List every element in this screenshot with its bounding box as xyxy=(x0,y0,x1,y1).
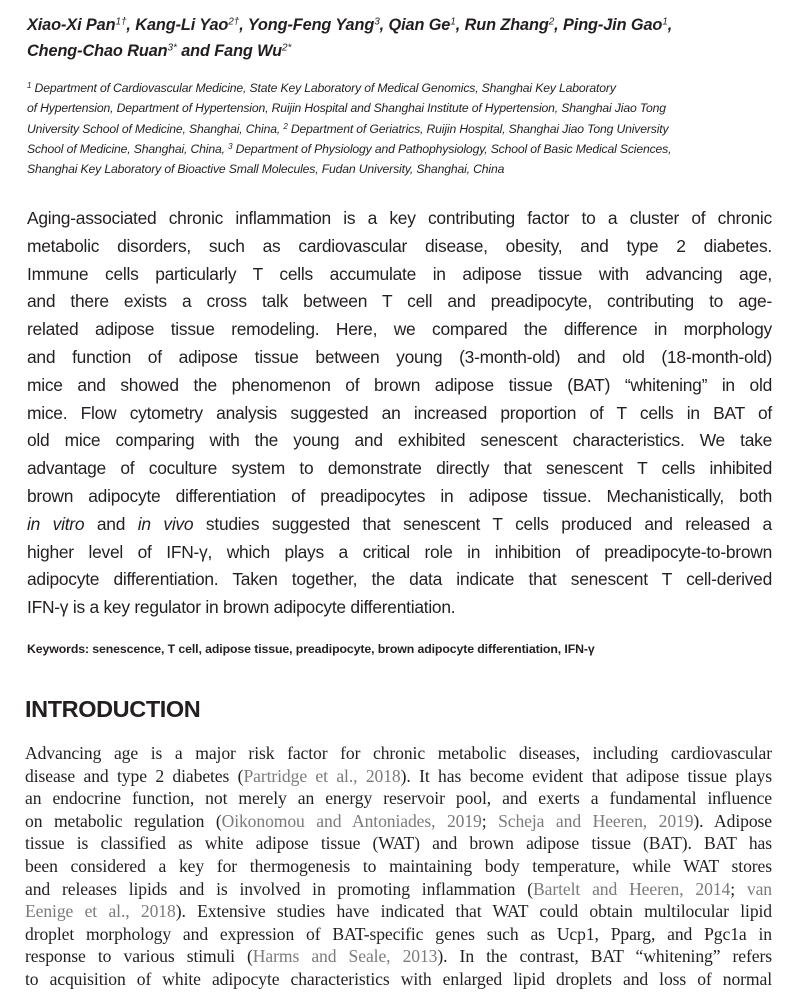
citation-link[interactable]: van xyxy=(746,878,772,899)
introduction-text: ; xyxy=(730,878,747,899)
introduction-text: been considered a key for thermogenesis to maintaining body temperature, while WAT stores xyxy=(25,855,772,876)
introduction-line xyxy=(25,945,772,968)
abstract-line: mice. Flow cytometry analysis suggested an increased proportion of T cells in BAT of xyxy=(27,402,772,423)
affiliation-text: Department of Cardiovascular Medicine, State Key Laboratory of Medical Genomics, Shanghai Key Laboratory xyxy=(31,81,616,95)
introduction-line xyxy=(25,765,772,788)
affiliation-text: Department of Geriatrics, Ruijin Hospital, Shanghai Jiao Tong University xyxy=(287,121,669,136)
introduction-line xyxy=(25,832,772,855)
introduction-line xyxy=(25,855,772,878)
author-list xyxy=(27,12,787,64)
affiliation-number: 1 xyxy=(27,81,32,90)
affiliation-number: 3 xyxy=(228,141,233,151)
affiliation-line xyxy=(27,159,772,179)
introduction-text: response to various stimuli ( xyxy=(25,946,253,967)
abstract-line: advantage of coculture system to demonstrate directly that senescent T cells inhibited xyxy=(27,458,772,479)
affiliation-number: 2 xyxy=(283,121,288,131)
abstract-line: and there exists a cross talk between T cell and preadipocyte, contributing to age- xyxy=(27,291,772,312)
author-separator: , xyxy=(379,16,389,34)
author-name[interactable]: Qian Ge xyxy=(388,16,451,34)
author-affiliation-sup: 1† xyxy=(115,16,127,28)
italic-term: in vitro xyxy=(27,513,85,534)
introduction-text: and releases lipids and is involved in promoting inflammation ( xyxy=(25,878,534,899)
introduction-line xyxy=(25,900,772,923)
abstract-line: Immune cells particularly T cells accumulate in adipose tissue with advancing age, xyxy=(27,263,772,284)
citation-link[interactable]: Oikonomou and Antoniades, 2019 xyxy=(221,810,482,831)
introduction-line xyxy=(25,787,772,810)
abstract-line: old mice comparing with the young and exhibited senescent characteristics. We take xyxy=(27,430,772,451)
abstract-line: brown adipocyte differentiation of preadipocytes in adipose tissue. Mechanistically, both xyxy=(27,485,772,506)
author-name[interactable]: Yong-Feng Yang xyxy=(247,16,375,34)
introduction-text: ). Extensive studies have indicated that WAT could obtain multilocular lipid xyxy=(175,901,772,922)
abstract-line: mice and showed the phenomenon of brown adipose tissue (BAT) “whitening” in old xyxy=(27,374,772,395)
abstract-line: adipocyte differentiation. Taken together, the data indicate that senescent T cell-derived xyxy=(27,569,772,590)
abstract xyxy=(27,205,772,622)
author-affiliation-sup: 2* xyxy=(282,42,292,54)
citation-link[interactable]: Bartelt and Heeren, 2014 xyxy=(533,878,731,899)
affiliation-line xyxy=(27,78,772,98)
introduction-text: ). Adipose xyxy=(693,810,772,831)
affiliation-text: Department of Physiology and Pathophysiology, School of Basic Medical Sciences, xyxy=(232,141,672,156)
introduction-text: Advancing age is a major risk factor for chronic metabolic diseases, including cardiovascular xyxy=(25,743,772,763)
keywords xyxy=(27,640,772,658)
introduction-text: an endocrine function, not merely an energy reservoir pool, and exerts a fundamental influence xyxy=(25,788,772,809)
abstract-line: higher level of IFN-γ, which plays a critical role in inhibition of preadipocyte-to-brown xyxy=(27,541,772,562)
author-separator: , xyxy=(239,16,248,34)
affiliation-text: of Hypertension, Department of Hypertension, Ruijin Hospital and Shanghai Institute of Hypertension, Shanghai Jiao Tong xyxy=(27,101,666,116)
author-line-1 xyxy=(27,12,787,38)
affiliation-line xyxy=(27,119,772,139)
introduction-line xyxy=(25,742,772,765)
introduction-text: to acquisition of white adipocyte characteristics with enlarged lipid droplets and loss of normal xyxy=(25,968,772,989)
author-affiliation-sup: 1 xyxy=(662,16,668,28)
author-affiliation-sup: 2 xyxy=(548,16,555,28)
author-separator: , xyxy=(455,16,465,34)
author-affiliation-sup: 2† xyxy=(228,16,240,28)
introduction-text: tissue is classified as white adipose tissue (WAT) and brown adipose tissue (BAT). BAT has xyxy=(25,833,772,854)
introduction-line xyxy=(25,923,772,946)
abstract-line: IFN-γ is a key regulator in brown adipocyte differentiation. xyxy=(27,597,456,618)
author-name[interactable]: Cheng-Chao Ruan xyxy=(27,42,168,60)
introduction-line xyxy=(25,968,772,991)
affiliation-text: Shanghai Key Laboratory of Bioactive Small Molecules, Fudan University, Shanghai, China xyxy=(27,162,505,177)
abstract-line: Aging-associated chronic inflammation is a key contributing factor to a cluster of chronic xyxy=(27,208,772,228)
introduction-text: ). In the contrast, BAT “whitening” refers xyxy=(437,946,772,967)
author-separator: , xyxy=(667,16,673,34)
introduction-text: disease and type 2 diabetes ( xyxy=(25,765,244,786)
abstract-line: metabolic disorders, such as cardiovascular disease, obesity, and type 2 diabetes. xyxy=(27,235,772,256)
affiliation-text: School of Medicine, Shanghai, China, xyxy=(27,141,229,156)
author-conjunction: and xyxy=(176,42,215,60)
keywords-label: Keywords: xyxy=(27,642,89,656)
author-name[interactable]: Kang-Li Yao xyxy=(135,16,229,34)
author-separator: , xyxy=(126,16,136,34)
affiliation-line xyxy=(27,98,772,118)
citation-link[interactable]: Scheja and Heeren, 2019 xyxy=(498,810,694,831)
keywords-list: senescence, T cell, adipose tissue, preadipocyte, brown adipocyte differentiation, IFN-γ xyxy=(88,642,595,656)
abstract-line xyxy=(27,511,772,539)
section-heading-introduction: INTRODUCTION xyxy=(25,696,201,722)
author-separator: , xyxy=(554,16,564,34)
abstract-line: related adipose tissue remodeling. Here, we compared the difference in morphology xyxy=(27,319,772,340)
affiliations xyxy=(27,78,772,179)
citation-link[interactable]: Harms and Seale, 2013 xyxy=(252,946,438,967)
author-line-2 xyxy=(27,38,787,64)
author-name[interactable]: Xiao-Xi Pan xyxy=(27,16,116,34)
author-affiliation-sup: 1 xyxy=(450,16,456,28)
citation-link[interactable]: Partridge et al., 2018 xyxy=(243,765,401,786)
affiliation-line xyxy=(27,139,772,159)
citation-link[interactable]: Eenige et al., 2018 xyxy=(25,901,176,922)
abstract-line: and function of adipose tissue between young (3-month-old) and old (18-month-old) xyxy=(27,346,772,367)
author-name[interactable]: Fang Wu xyxy=(214,42,282,60)
author-affiliation-sup: 3* xyxy=(167,42,177,54)
introduction-text: ). It has become evident that adipose tissue plays xyxy=(400,765,772,786)
author-name[interactable]: Run Zhang xyxy=(464,16,549,34)
author-name[interactable]: Ping-Jin Gao xyxy=(563,16,663,34)
introduction-body xyxy=(25,742,772,991)
author-affiliation-sup: 3 xyxy=(374,16,380,28)
affiliation-text: University School of Medicine, Shanghai, China, xyxy=(27,121,284,136)
introduction-text: ; xyxy=(481,810,499,831)
introduction-text: on metabolic regulation ( xyxy=(25,810,222,831)
italic-term: in vivo xyxy=(137,513,194,534)
introduction-line xyxy=(25,878,772,901)
introduction-line xyxy=(25,810,772,833)
abstract-text: studies suggested that senescent T cells produced and released a xyxy=(193,513,772,534)
introduction-text: droplet morphology and expression of BAT-specific genes such as Ucp1, Pparg, and Pgc1a in xyxy=(25,923,772,944)
abstract-text: and xyxy=(84,513,138,534)
